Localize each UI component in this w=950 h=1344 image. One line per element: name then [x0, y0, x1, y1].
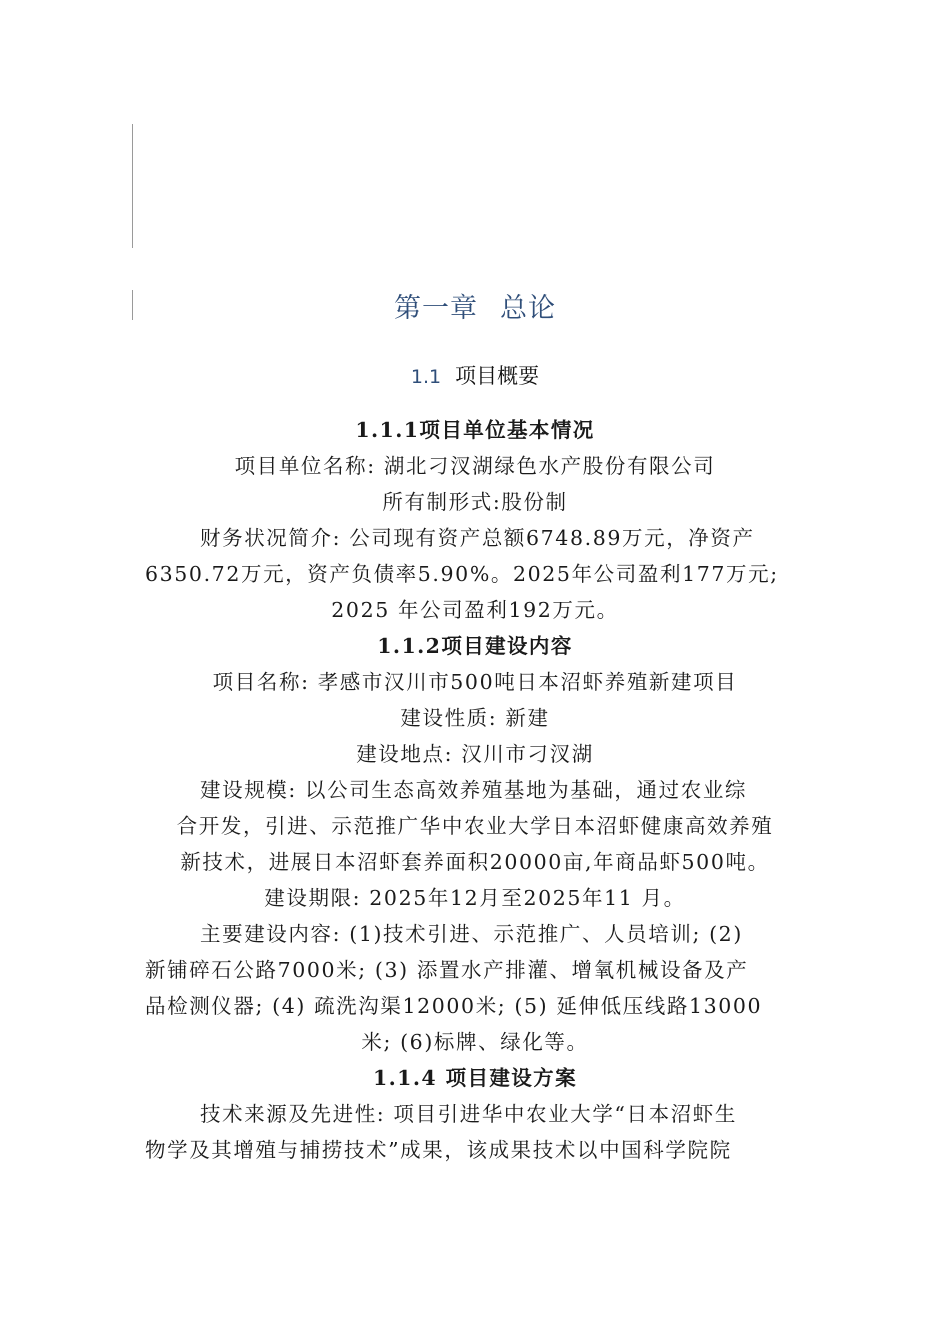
paragraph-line: 建设地点: 汉川市刁汊湖	[356, 742, 594, 766]
chapter-title: 总论	[500, 293, 556, 324]
subsection-heading-1-1-2: 1.1.2项目建设内容	[377, 634, 573, 658]
section-title: 项目概要	[455, 364, 540, 388]
paragraph-line: 技术来源及先进性: 项目引进华中农业大学“日本沼虾生	[200, 1102, 738, 1126]
paragraph-line: 主要建设内容: (1)技术引进、示范推广、人员培训; (2)	[200, 922, 743, 946]
subsection-heading-1-1-1: 1.1.1项目单位基本情况	[355, 418, 595, 442]
margin-rule-top	[132, 124, 133, 248]
document-body	[145, 412, 805, 1168]
paragraph-line: 所有制形式:股份制	[382, 490, 568, 514]
paragraph-line: 新技术，进展日本沼虾套养面积20000亩,年商品虾500吨。	[180, 850, 770, 874]
paragraph-line: 米; (6)标牌、绿化等。	[361, 1030, 589, 1054]
paragraph-line: 6350.72万元，资产负债率5.90%。2025年公司盈利177万元;	[145, 562, 779, 586]
paragraph-line: 项目单位名称: 湖北刁汊湖绿色水产股份有限公司	[234, 454, 716, 478]
paragraph-line: 2025 年公司盈利192万元。	[331, 598, 619, 622]
subsection-heading-1-1-4: 1.1.4 项目建设方案	[372, 1066, 577, 1090]
paragraph-line: 建设性质: 新建	[400, 706, 550, 730]
section-number: 1.1	[410, 366, 442, 388]
paragraph-line: 建设规模: 以公司生态高效养殖基地为基础，通过农业综	[200, 778, 748, 802]
section-heading	[0, 360, 950, 390]
chapter-label: 第一章	[394, 293, 478, 324]
chapter-heading	[0, 286, 950, 325]
paragraph-line: 合开发，引进、示范推广华中农业大学日本沼虾健康高效养殖	[176, 814, 774, 838]
paragraph-line: 项目名称: 孝感市汉川市500吨日本沼虾养殖新建项目	[212, 670, 738, 694]
paragraph-line: 建设期限: 2025年12月至2025年11 月。	[264, 886, 686, 910]
paragraph-line: 品检测仪器; (4) 疏洗沟渠12000米; (5) 延伸低压线路13000	[145, 994, 763, 1018]
paragraph-line: 物学及其增殖与捕捞技术”成果，该成果技术以中国科学院院	[145, 1138, 732, 1162]
paragraph-line: 新铺碎石公路7000米; (3) 添置水产排灌、增氧机械设备及产	[145, 958, 749, 982]
paragraph-line: 财务状况简介: 公司现有资产总额6748.89万元，净资产	[200, 526, 755, 550]
